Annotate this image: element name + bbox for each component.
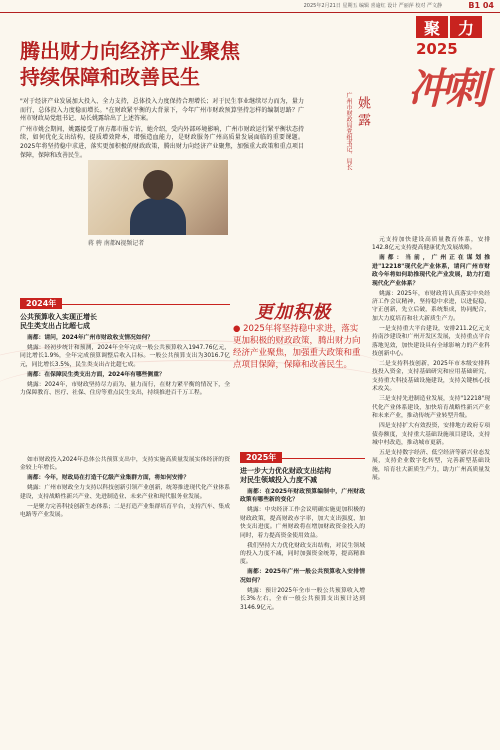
page-header — [0, 0, 500, 13]
author-name: 姚 露 — [355, 96, 370, 127]
body-paragraph: 一是聚力完善科技创新生态体系；二是打造产业集群培育平台，支持汽车、集成电路等产业发展。 — [20, 503, 230, 519]
brand-title — [416, 16, 490, 38]
brand-calligraphy: 冲刺 — [408, 64, 485, 113]
photo-credit: 蒋 骋 南都N视频记者 — [88, 240, 145, 247]
section-year-badge: 2025年 — [240, 452, 282, 463]
body-paragraph: 元支持加快建设高质量教育体系，安排142.8亿元支持提高健康优先发展战略。 — [372, 237, 490, 252]
portrait-body — [130, 198, 186, 235]
section-divider — [280, 458, 365, 459]
answer-paragraph: 姚露：经初步统计和预测，2024年全年完成一般公共预算收入1947.76亿元，同比增长1.9%，全年完成预算调整后收入目标。一般公共预算支出为3016.7亿元，同比增长3.5%，民生类支出占比超七成。 — [20, 345, 230, 368]
pull-quote-bullet: ● — [233, 324, 241, 334]
column-right — [372, 236, 490, 484]
brand-char-2: 力 — [450, 16, 482, 38]
question-paragraph: 南都：2025年广州一般公共预算收入安排情况如何？ — [240, 569, 365, 584]
pull-quote — [233, 323, 363, 371]
article-intro — [20, 98, 304, 162]
answer-paragraph: 四是支持扩大有效投资，安排地方政府专项债券额度，支持重大基础设施项目建设，支持城中村改造，推动城市更新。 — [372, 423, 490, 446]
answer-paragraph: 二是支持科技创新，2025年市本级安排科技投入资金，支持基础研究和应用基础研究，支持重大科技基础设施建设，支持关键核心技术攻关。 — [372, 361, 490, 393]
headline — [20, 38, 330, 90]
answer-paragraph: 姚露：广州市财政全力支持以科技创新引领产业创新，统筹推进现代化产业体系建设，支持战略性新兴产业、先进制造业、未来产业和现代服务业发展。 — [20, 485, 230, 500]
pull-quote-text: 2025年将坚持稳中求进，落实更加积极的财政政策，腾出财力向经济产业聚焦，加强重大政策和重点项目保障，保障和改善民生。 — [233, 324, 361, 370]
section-year-badge: 2024年 — [20, 298, 62, 309]
header-date-line: 2025年2月21日 星期五 编辑 喜逾红 设计 严丽萍 校对 严文静 — [303, 3, 442, 9]
section-banner: 更加积极 — [255, 302, 331, 323]
column-left-bottom — [20, 456, 230, 521]
column-left-top — [20, 313, 230, 399]
answer-paragraph: 一是支持重大平台建设，安排211.2亿元支持南沙建设和广州开发区发展，支持重点平台落地见效，加快建设具有全球影响力的产业科技创新中心。 — [372, 325, 490, 358]
question-paragraph: 南都：请问，2024年广州市财政收支情况如何？ — [26, 335, 154, 341]
answer-paragraph: 五是支持数字经济、低空经济等新兴业态发展，支持企业数字化转型，完善新型基础设施，培育壮大新质生产力，助力广州高质量发展。 — [372, 449, 490, 482]
question-paragraph: 南都：今年，财政局在打造千亿级产业集群方面，将如何安排？ — [26, 475, 190, 482]
question-paragraph: 南都：在保障民生类支出方面，2024年有哪些侧重？ — [26, 371, 165, 378]
answer-paragraph: 姚露：2025年，市财政将认真落实中央经济工作会议精神，坚持稳中求进，以进促稳，守正创新，先立后破，系统集成，协同配合，加大力度培育和壮大新质生产力。 — [372, 290, 490, 322]
page-number: B1 04 — [468, 1, 494, 10]
answer-paragraph: 姚露：预计2025年全市一般公共预算收入增长3%左右，全市一般公共预算支出预计达到3146.9亿元。 — [240, 587, 365, 611]
portrait-head — [143, 170, 173, 200]
brand-year: 2025 — [416, 40, 458, 58]
headline-line-1: 腾出财力向经济产业聚焦 — [20, 39, 240, 63]
section-subtitle: 公共预算收入实现正增长 民生类支出占比超七成 — [20, 313, 97, 330]
answer-paragraph: 三是支持先进制造业发展，支持"12218"现代化产业体系建设，加快培育战略性新兴产业和未来产业，推动传统产业转型升级。 — [372, 396, 490, 420]
section-divider — [60, 304, 230, 305]
intro-paragraph: 广州市姚会期间，姚露接受了南方都市报专访，她介绍，受内外部环境影响，广州市财政运行紧平衡状态持续，如何优化支出结构，提质增效降本，增强造血能力，是财政服务广州高质量发展面临的重要课题。2025年将坚持稳中求进，落实更加积极的财政政策，腾出财力向经济产业聚焦，加强重大政策和重点项目保障，保障和改善民生。 — [20, 125, 304, 159]
headline-line-2: 持续保障和改善民生 — [20, 65, 200, 89]
portrait-photo — [88, 160, 228, 235]
author-title: 广州市财政局党组书记、局长 — [345, 92, 352, 170]
answer-paragraph: 我们坚持大力优化财政支出结构，对民生领域的投入力度不减，同时加强资金统筹，提高精准度。 — [240, 542, 365, 566]
intro-paragraph: "对于经济产业发展加大投入、全力支持，总体投入力度保持合理增长；对于民生事业继续尽力而为，量力而行，总体投入力度稳而增长。"在财政紧平衡的大背景下，今年广州市财政预算坚持怎样的编制思路？广州市财政局党组书记、局长姚露给出了上述答案。 — [20, 98, 304, 123]
brand-char-1: 聚 — [416, 16, 448, 38]
question-paragraph: 南都：在2025年财政预算编制中，广州财政政策有哪些新的变化？ — [240, 489, 365, 504]
column-middle-bottom — [240, 467, 365, 614]
question-paragraph: 南都：当前，广州正在谋划推进"12218"现代化产业体系，请问广州市财政今年将如何助推现代化产业发展，助力打造现代化产业体系？ — [372, 255, 490, 287]
body-paragraph: 如市财政投入2024年总体公共预算支出中，支持实施高质量发展实体经济的资金较上年增长。 — [20, 457, 230, 472]
answer-paragraph: 姚露：2024年，市财政坚持尽力而为、量力而行，在财力紧平衡的情况下，全力保障教育、医疗、社保、住房等重点民生支出，持续推进百千万工程。 — [20, 381, 230, 397]
section-subtitle: 进一步大力优化财政支出结构 对民生领域投入力度不减 — [240, 467, 331, 484]
answer-paragraph: 姚露：中央经济工作会议明确实施更加积极的财政政策，提高财政赤字率，加大支出强度、加快支出进度。广州财政将在增加财政资金投入的同时，着力提高资金使用效益。 — [240, 507, 365, 539]
column-logo — [408, 16, 490, 113]
